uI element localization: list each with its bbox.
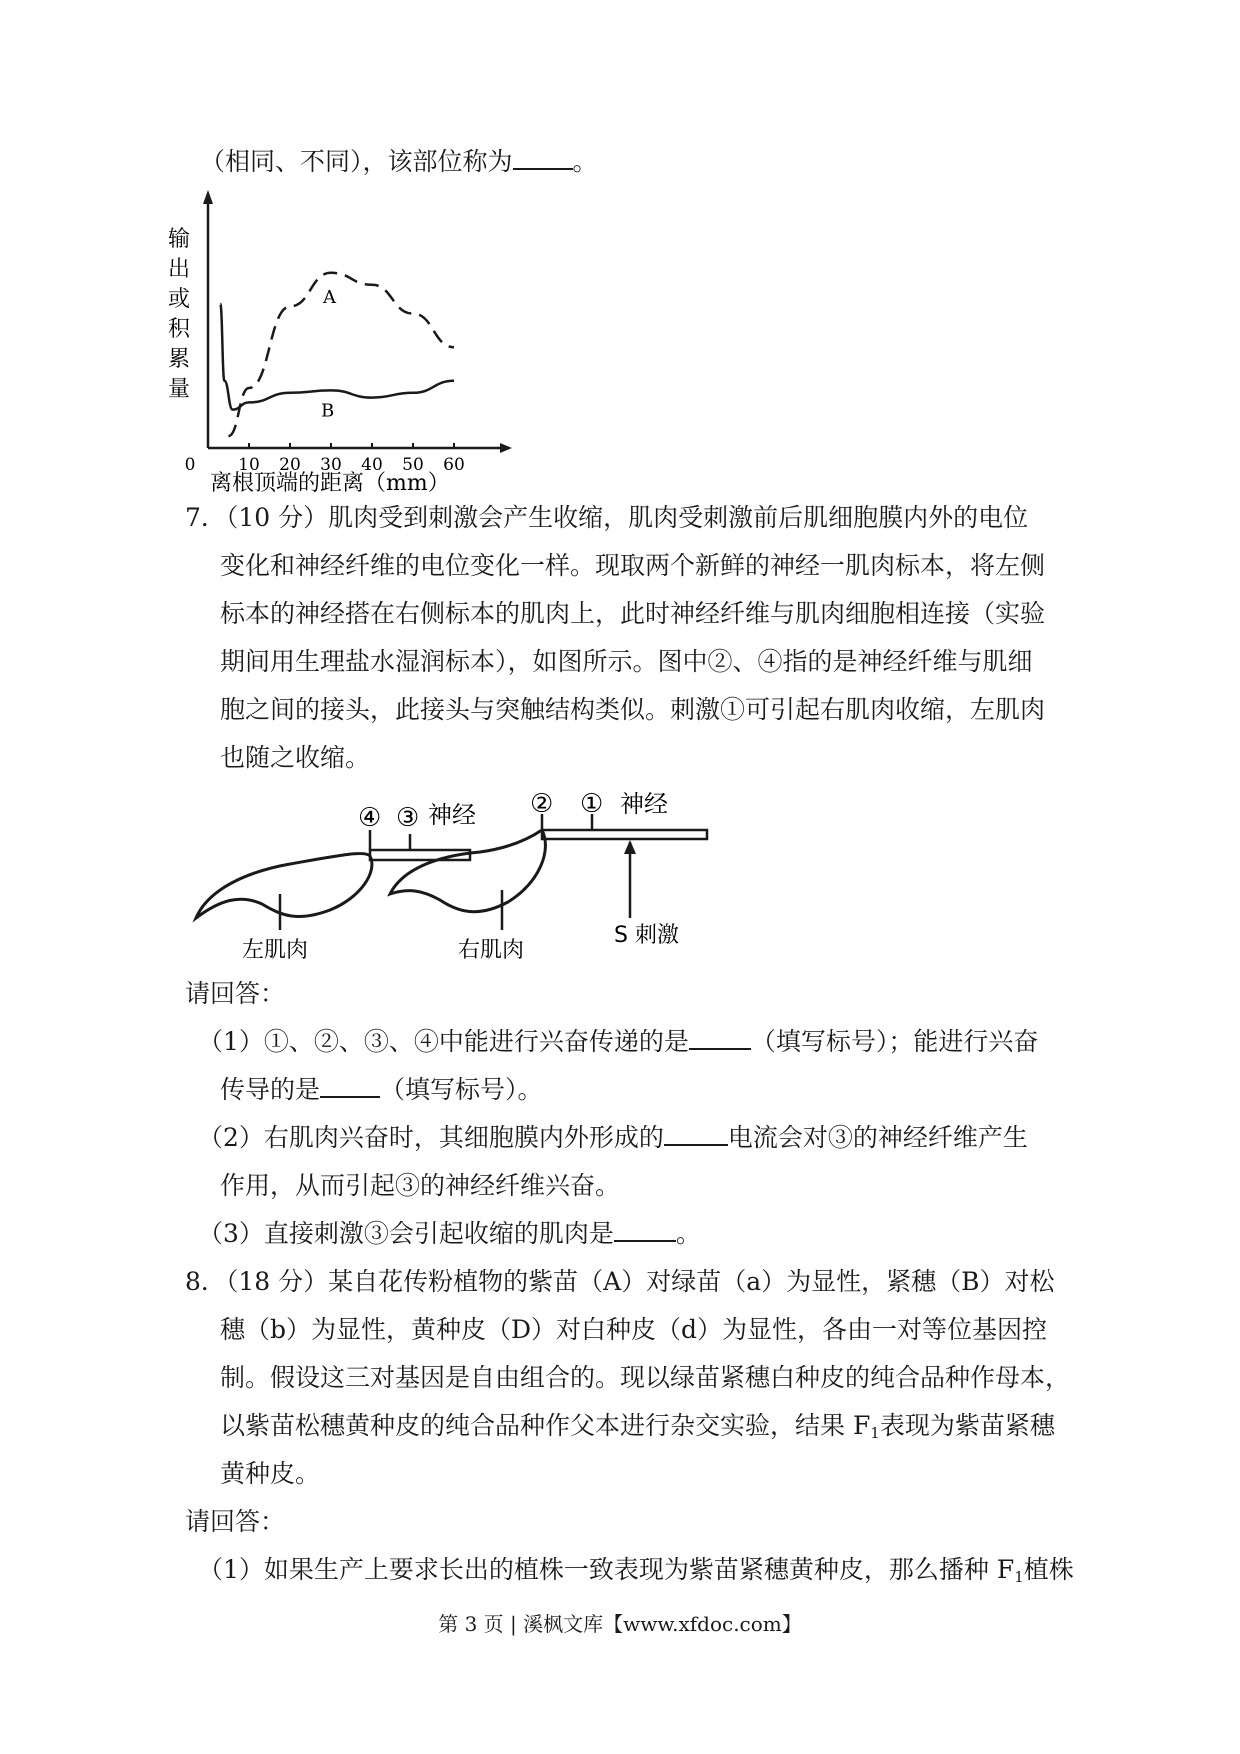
label-2: ②	[530, 790, 554, 819]
answer-blank[interactable]	[664, 1122, 728, 1146]
q8-line-5: 黄种皮。	[220, 1459, 321, 1488]
label-4: ④	[358, 803, 382, 833]
q7-sub2-text-a: （2）右肌肉兴奋时，其细胞膜内外形成的	[198, 1123, 664, 1152]
q7-line-3: 标本的神经搭在右侧标本的肌肉上，此时神经纤维与肌肉细胞相连接（实验	[220, 599, 1046, 628]
answer-blank[interactable]	[513, 146, 573, 170]
x-axis-arrow	[500, 443, 512, 453]
right-muscle-shape	[390, 830, 545, 912]
label-nerve-left: 神经	[428, 801, 476, 829]
intro-suffix: 。	[572, 147, 598, 176]
series-A-label: A	[323, 286, 336, 308]
answer-blank[interactable]	[614, 1218, 676, 1242]
q7-line-2: 变化和神经纤维的电位变化一样。现取两个新鲜的神经一肌肉标本，将左侧	[220, 551, 1046, 580]
q8-line-4	[220, 1410, 1055, 1449]
q7-sub3-text-b: 。	[675, 1219, 701, 1248]
q7-line-6: 也随之收缩。	[220, 743, 371, 772]
root-chart-figure	[160, 190, 530, 495]
label-nerve-right: 神经	[620, 790, 668, 818]
x-tick-label: 20	[279, 455, 301, 475]
q7-line-4: 期间用生理盐水湿润标本），如图所示。图中②、④指的是神经纤维与肌细	[220, 647, 1033, 676]
label-1: ①	[580, 790, 604, 819]
series-B-label: B	[321, 400, 335, 422]
x-tick-label: 60	[443, 455, 465, 475]
q7-line-5: 胞之间的接头，此接头与突触结构类似。刺激①可引起右肌肉收缩，左肌肉	[220, 695, 1046, 724]
y-axis-label-char: 累	[168, 347, 191, 372]
q7-sub1-line-1	[198, 1026, 1038, 1058]
label-right-muscle: 右肌肉	[458, 938, 525, 963]
q7-sub1-text-b: （填写标号）；能进行兴奋	[750, 1027, 1039, 1056]
q7-sub2-text-b: 电流会对③的神经纤维产生	[727, 1123, 1028, 1152]
x-tick-label: 0	[184, 455, 196, 475]
q7-line-1: 7．（10 分）肌肉受到刺激会产生收缩，肌肉受刺激前后肌细胞膜内外的电位	[185, 503, 1029, 532]
q7-sub1-text-a: （1）①、②、③、④中能进行兴奋传递的是	[198, 1027, 689, 1056]
label-3: ③	[396, 803, 420, 833]
root-chart-svg	[160, 190, 530, 495]
page-footer: 第 3 页 | 溪枫文库【www.xfdoc.com】	[438, 1612, 802, 1636]
q8-sub1-text-a: （1）如果生产上要求长出的植株一致表现为紫苗紧穗黄种皮，那么播种 F	[198, 1555, 1015, 1584]
label-left-muscle: 左肌肉	[242, 938, 309, 963]
q8-line-3: 制。假设这三对基因是自由组合的。现以绿苗紧穗白种皮的纯合品种作母本，	[220, 1363, 1071, 1392]
x-tick-label: 50	[402, 455, 424, 475]
nerve-muscle-svg	[190, 790, 710, 970]
q8-line-1: 8．（18 分）某自花传粉植物的紫苗（A）对绿苗（a）为显性，紧穗（B）对松	[185, 1267, 1055, 1296]
y-axis-label-char: 或	[168, 287, 191, 312]
series-A-line	[229, 273, 455, 436]
q8-line4-text-a: 以紫苗松穗黄种皮的纯合品种作父本进行杂交实验，结果 F	[220, 1411, 871, 1440]
y-axis-label-char: 积	[168, 317, 191, 342]
q8-line-2: 穗（b）为显性，黄种皮（D）对白种皮（d）为显性，各由一对等位基因控	[220, 1315, 1048, 1344]
q8-line4-text-b: 表现为紫苗紧穗	[879, 1411, 1055, 1440]
f1-subscript: 1	[870, 1424, 880, 1442]
q7-sub2-line-2: 作用，从而引起③的神经纤维兴奋。	[220, 1171, 621, 1200]
x-tick-label: 30	[320, 455, 342, 475]
q7-sub3-text-a: （3）直接刺激③会引起收缩的肌肉是	[198, 1219, 614, 1248]
f1-subscript: 1	[1014, 1568, 1024, 1586]
q8-prompt: 请回答：	[185, 1507, 286, 1536]
x-tick-label: 40	[361, 455, 383, 475]
left-muscle-shape	[196, 854, 372, 918]
q7-sub2-line-1	[198, 1122, 1028, 1154]
q8-sub1-text-b: 植株	[1023, 1555, 1074, 1584]
x-tick-label: 10	[238, 455, 260, 475]
series-B-line	[220, 304, 454, 410]
q7-sub1-text-d: （填写标号）。	[380, 1075, 543, 1104]
y-axis-label-char: 量	[168, 377, 191, 402]
x-axis-label: 离根顶端的距离（mm）	[210, 471, 450, 495]
q8-sub1-line	[198, 1554, 1074, 1593]
q7-prompt: 请回答：	[185, 979, 286, 1008]
q7-sub1-text-c: 传导的是	[220, 1075, 321, 1104]
answer-blank[interactable]	[689, 1026, 751, 1050]
q7-sub1-line-2	[220, 1074, 543, 1106]
nerve-muscle-diagram	[190, 790, 710, 970]
q7-sub3-line	[198, 1218, 701, 1250]
intro-line	[200, 146, 598, 178]
answer-blank[interactable]	[320, 1074, 380, 1098]
stimulus-arrow-head	[624, 840, 636, 854]
y-axis-arrow	[203, 190, 213, 204]
intro-prefix: （相同、不同），该部位称为	[200, 147, 513, 176]
right-nerve-fiber	[542, 830, 707, 839]
y-axis-label-char: 出	[168, 257, 191, 282]
y-axis-label-char: 输	[168, 227, 191, 252]
label-stimulus: S 刺激	[614, 923, 679, 948]
